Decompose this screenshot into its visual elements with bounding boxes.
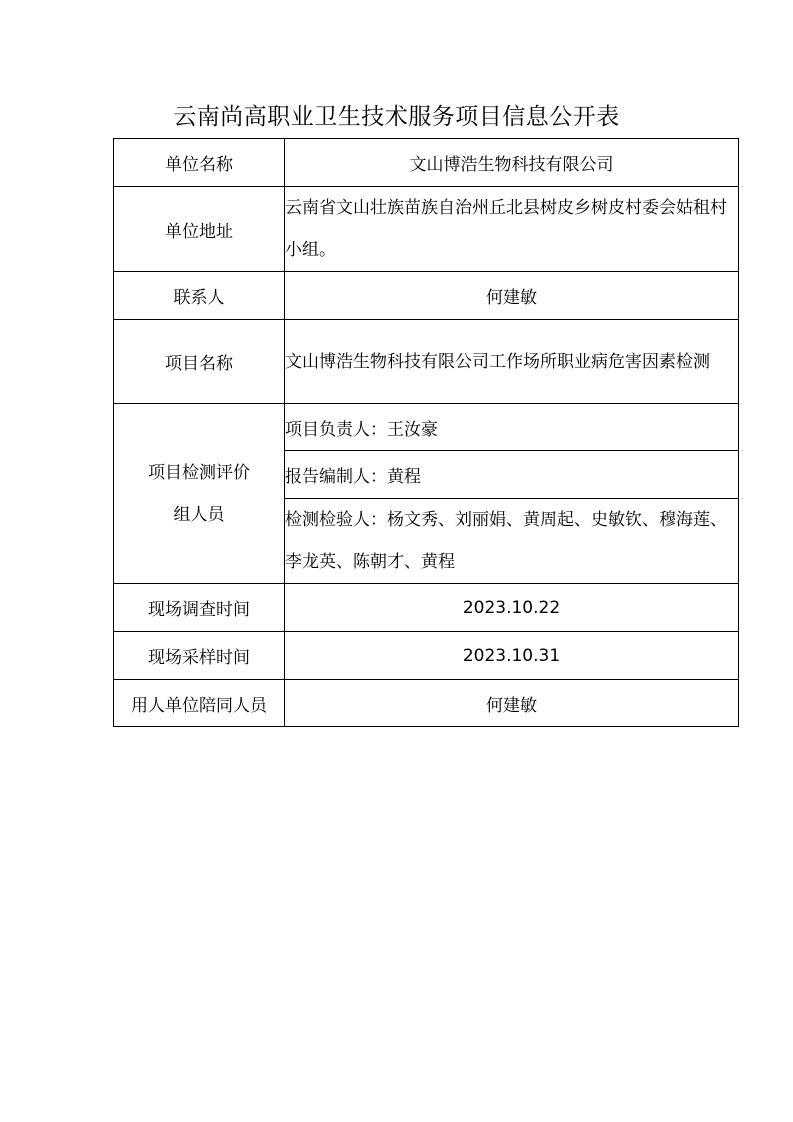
table-row-team-leader: [114, 404, 739, 451]
table-row-unit-address: [114, 187, 739, 272]
table-row-survey-time: [114, 584, 739, 632]
report-author-value: 报告编制人：黄程: [285, 451, 739, 499]
sampling-time-value: 2023.10.31: [285, 632, 739, 680]
info-table: [113, 138, 739, 727]
team-label-line1: 项目检测评价: [148, 462, 250, 483]
team-label-line2: 组人员: [173, 504, 225, 525]
unit-name-value: 文山博浩生物科技有限公司: [285, 139, 739, 187]
unit-name-label: 单位名称: [114, 139, 285, 187]
table-row-unit-name: [114, 139, 739, 187]
accompany-value: 何建敏: [285, 680, 739, 727]
contact-value: 何建敏: [285, 272, 739, 320]
project-name-label: 项目名称: [114, 320, 285, 404]
accompany-label: 用人单位陪同人员: [114, 680, 285, 727]
table-row-sampling-time: [114, 632, 739, 680]
team-label: [114, 404, 285, 584]
table-row-project-name: [114, 320, 739, 404]
survey-time-label: 现场调查时间: [114, 584, 285, 632]
sampling-time-label: 现场采样时间: [114, 632, 285, 680]
unit-address-value: 云南省文山壮族苗族自治州丘北县树皮乡树皮村委会姑租村小组。: [285, 187, 739, 272]
survey-time-value: 2023.10.22: [285, 584, 739, 632]
table-row-accompany: [114, 680, 739, 727]
inspectors-value: 检测检验人：杨文秀、刘丽娟、黄周起、史敏钦、穆海莲、李龙英、陈朝才、黄程: [285, 499, 739, 584]
team-leader-value: 项目负责人：王汝豪: [285, 404, 739, 451]
contact-label: 联系人: [114, 272, 285, 320]
table-row-contact: [114, 272, 739, 320]
project-name-value: 文山博浩生物科技有限公司工作场所职业病危害因素检测: [285, 320, 739, 404]
page-title: 云南尚高职业卫生技术服务项目信息公开表: [173, 104, 620, 130]
unit-address-label: 单位地址: [114, 187, 285, 272]
